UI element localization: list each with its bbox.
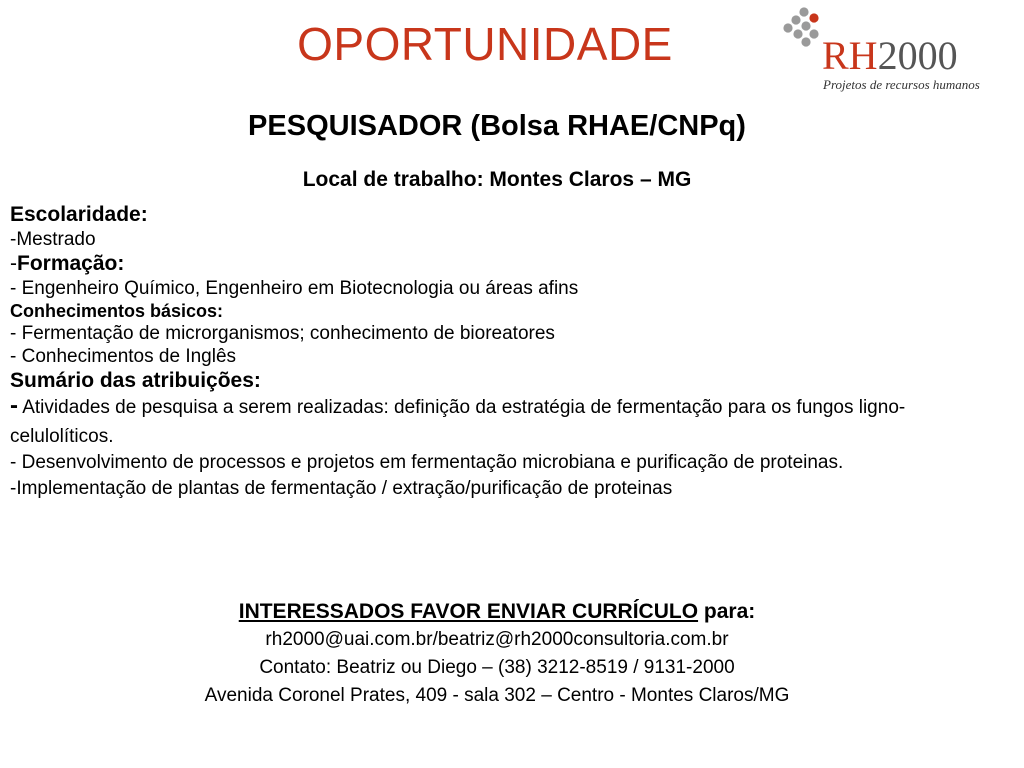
- formacao-heading-row: [10, 251, 1010, 277]
- formacao-item: - Engenheiro Químico, Engenheiro em Biotecnologia ou áreas afins: [10, 278, 579, 299]
- conhecimentos-item: - Conhecimentos de Inglês: [10, 346, 237, 367]
- sumario-item: - Desenvolvimento de processos e projetos em fermentação microbiana e purificação de proteinas.: [10, 452, 844, 473]
- logo-tagline: Projetos de recursos humanos: [823, 77, 980, 92]
- sumario-item-text: Atividades de pesquisa a serem realizadas: definição da estratégia de fermentação para os fungos ligno-celulolíticos.: [10, 397, 906, 447]
- escolaridade-heading: Escolaridade:: [10, 203, 148, 226]
- logo-wordmark: [822, 33, 958, 78]
- logo-rh-text: RH: [822, 33, 878, 78]
- company-logo: [778, 4, 1018, 100]
- contact-email: rh2000@uai.com.br/beatriz@rh2000consultoria.com.br: [265, 629, 729, 650]
- logo-2000-text: 2000: [877, 33, 958, 78]
- page-title: OPORTUNIDADE: [297, 18, 673, 70]
- cta-rest: para:: [698, 600, 756, 623]
- sumario-item: [10, 391, 985, 451]
- contact-address: Avenida Coronel Prates, 409 - sala 302 – Centro - Montes Claros/MG: [204, 685, 790, 706]
- contact-footer: [0, 598, 994, 710]
- cta-underlined: INTERESSADOS FAVOR ENVIAR CURRÍCULO: [238, 600, 699, 623]
- sumario-dash: -: [10, 392, 18, 419]
- cta-line: [0, 598, 994, 626]
- job-description: [10, 202, 1010, 500]
- job-title: PESQUISADOR (Bolsa RHAE/CNPq): [248, 110, 746, 142]
- sumario-item: -Implementação de plantas de fermentação / extração/purificação de proteinas: [10, 478, 673, 499]
- formacao-dash: -: [10, 252, 17, 275]
- conhecimentos-heading: Conhecimentos básicos:: [10, 301, 224, 321]
- formacao-heading: Formação:: [17, 252, 125, 275]
- sumario-heading: Sumário das atribuições:: [10, 369, 261, 392]
- escolaridade-item: -Mestrado: [10, 229, 96, 250]
- job-location: Local de trabalho: Montes Claros – MG: [302, 168, 692, 191]
- conhecimentos-item: - Fermentação de microrganismos; conhecimento de bioreatores: [10, 323, 555, 344]
- contact-phone: Contato: Beatriz ou Diego – (38) 3212-8519 / 9131-2000: [259, 657, 735, 678]
